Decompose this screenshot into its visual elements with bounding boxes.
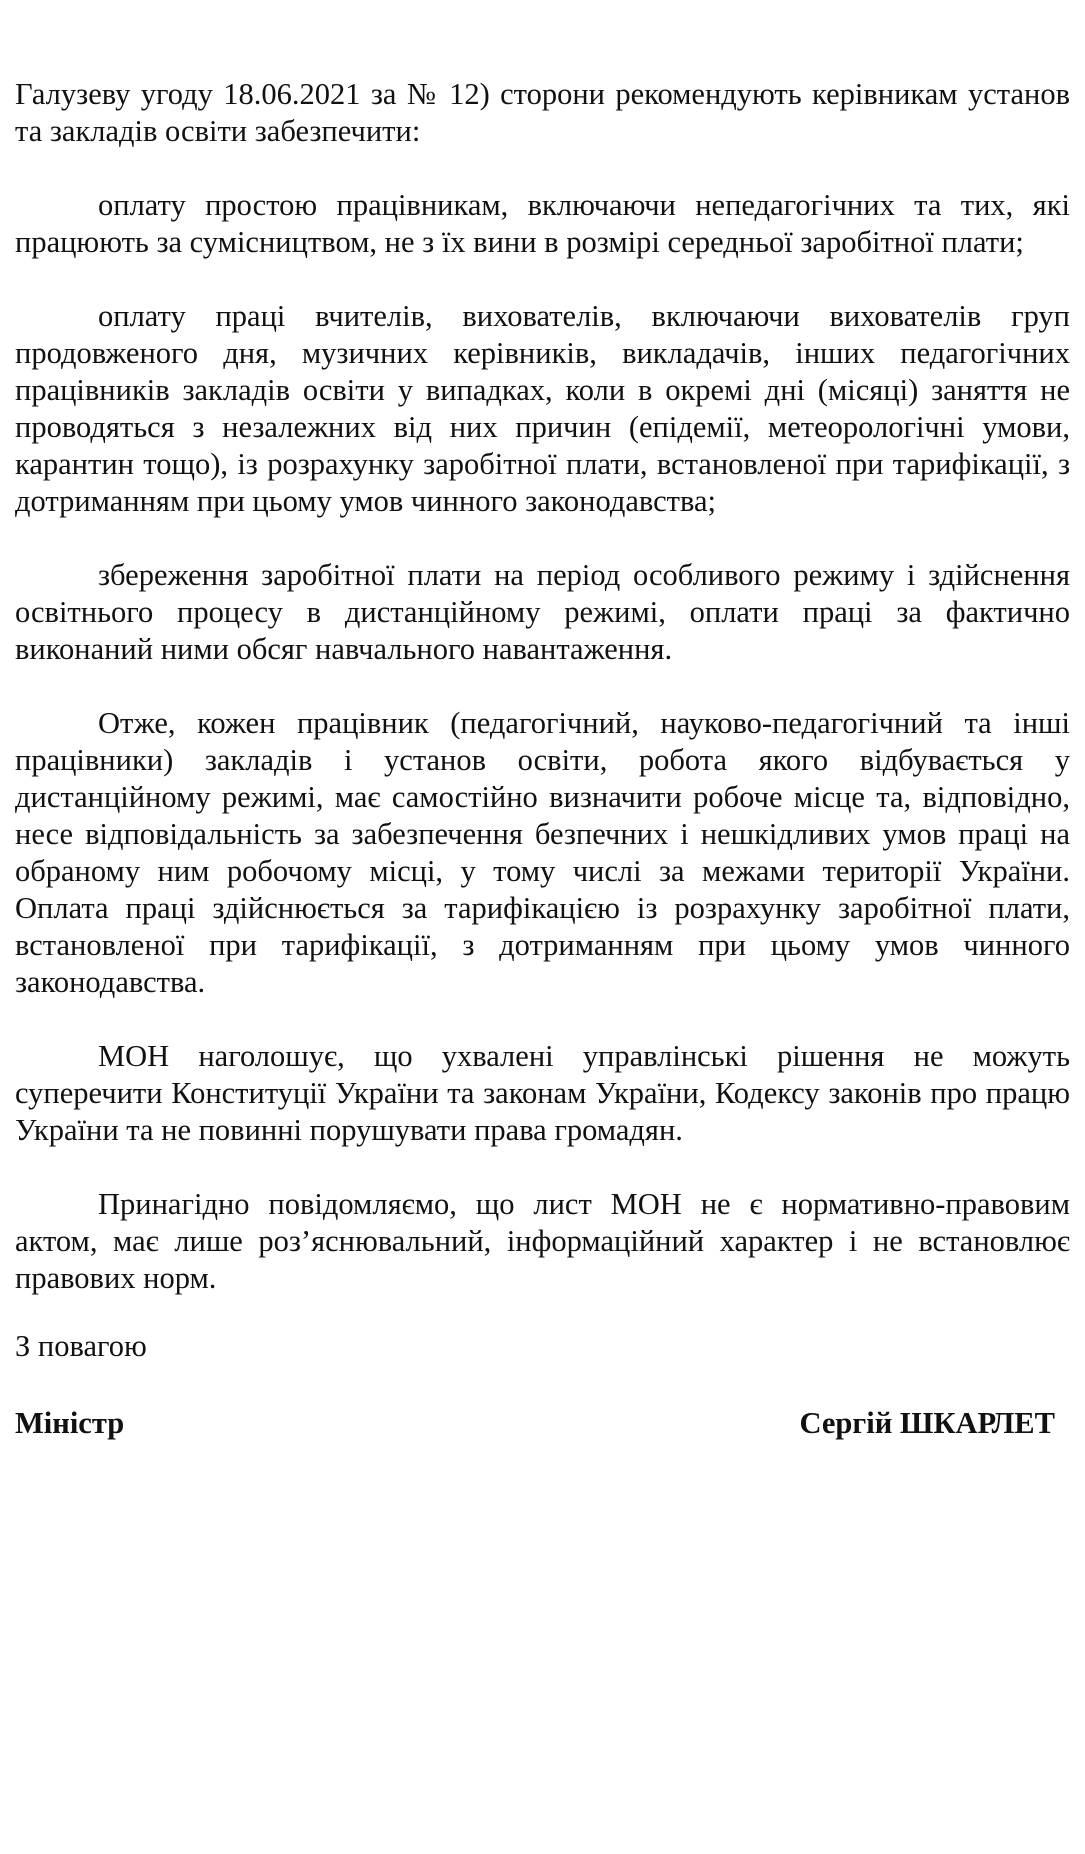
paragraph-downtime-pay: оплату простою працівникам, включаючи непедагогічних та тих, які працюють за сумісництвом, не з їх вини в розмірі середньої заробітної плати; (15, 188, 1070, 259)
closing-phrase: З повагою (15, 1329, 147, 1363)
signature-block (15, 1405, 1055, 1442)
signatory-position: Міністр (15, 1406, 125, 1440)
letter-body (15, 76, 1070, 1334)
paragraph-intro: Галузеву угоду 18.06.2021 за № 12) сторони рекомендують керівникам установ та закладів освіти забезпечити: (15, 77, 1070, 148)
paragraph-salary-retention: збереження заробітної плати на період особливого режиму і здійснення освітнього процесу в дистанційному режимі, оплати праці за фактично виконаний ними обсяг навчального навантаження. (15, 558, 1070, 666)
paragraph-teacher-pay: оплату праці вчителів, вихователів, включаючи вихователів груп продовженого дня, музичних керівників, викладачів, інших педагогічних працівників закладів освіти у випадках, коли в окремі дні (місяці) заняття не проводяться з незалежних від них причин (епідемії, метеорологічні умови, карантин тощо), із розрахунку заробітної плати, встановленої при тарифікації, з дотриманням при цьому умов чинного законодавства; (15, 299, 1070, 518)
signatory-name: Сергій ШКАРЛЕТ (799, 1406, 1055, 1440)
paragraph-remote-workplace: Отже, кожен працівник (педагогічний, науково-педагогічний та інші працівники) закладів і установ освіти, робота якого відбувається у дистанційному режимі, має самостійно визначити робоче місце та, відповідно, несе відповідальність за забезпечення безпечних і нешкідливих умов праці на обраному ним робочому місці, у тому числі за межами території України. Оплата праці здійснюється за тарифікацією із розрахунку заробітної плати, встановленої при тарифікації, з дотриманням при цьому умов чинного законодавства. (15, 706, 1070, 999)
paragraph-mon-emphasis: МОН наголошує, що ухвалені управлінські рішення не можуть суперечити Конституції України та законам України, Кодексу законів про працю України та не повинні порушувати права громадян. (15, 1039, 1070, 1147)
paragraph-disclaimer: Принагідно повідомляємо, що лист МОН не є нормативно-правовим актом, має лише роз’яснювальний, інформаційний характер і не встановлює правових норм. (15, 1187, 1070, 1295)
